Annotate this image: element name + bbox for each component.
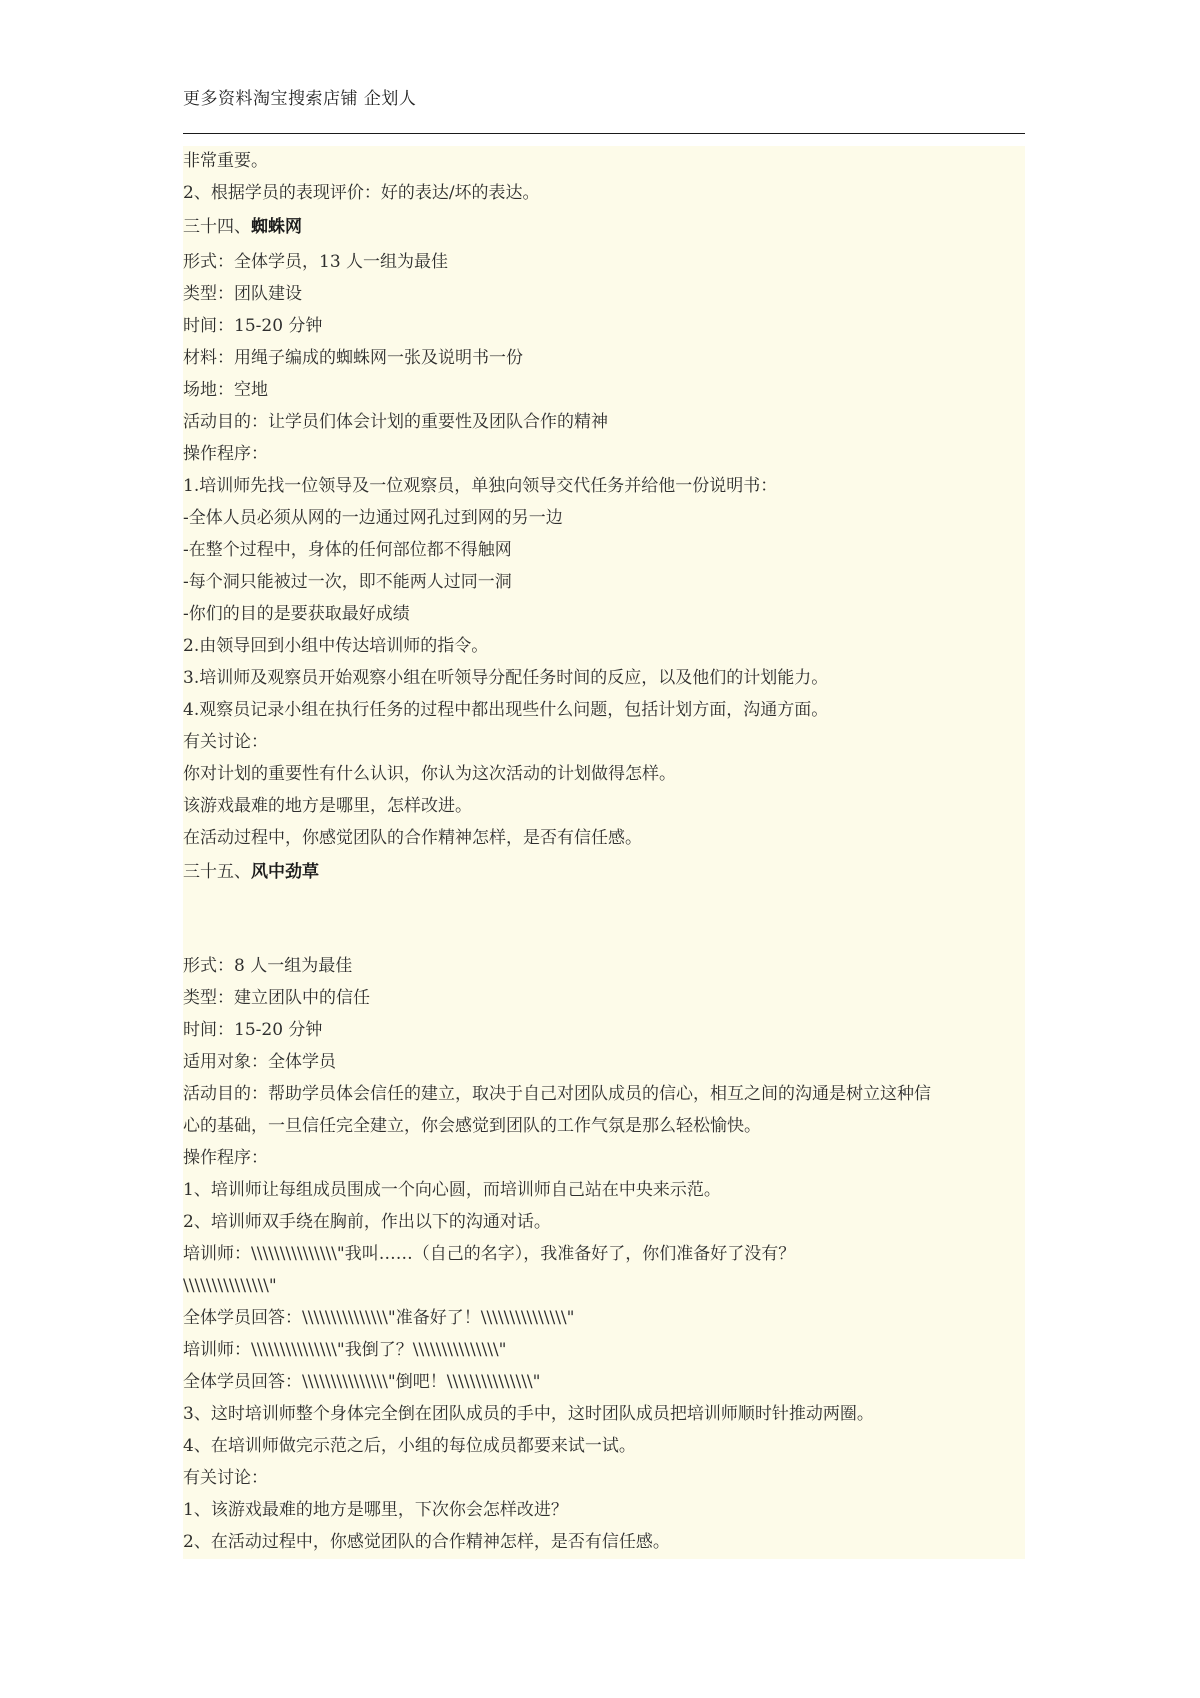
heading-title: 风中劲草 [251,862,319,882]
text-line: 活动目的：让学员们体会计划的重要性及团队合作的精神 [183,412,608,432]
text-line: 形式：全体学员，13 人一组为最佳 [183,252,449,272]
text-line: 心的基础，一旦信任完全建立，你会感觉到团队的工作气氛是那么轻松愉快。 [183,1116,761,1136]
text-line: 2.由领导回到小组中传达培训师的指令。 [183,636,489,656]
text-line: 在活动过程中，你感觉团队的合作精神怎样，是否有信任感。 [183,828,642,848]
text-line: 非常重要。 [183,151,268,171]
text-line: 形式：8 人一组为最佳 [183,956,353,976]
text-line: 4.观察员记录小组在执行任务的过程中都出现些什么问题，包括计划方面，沟通方面。 [183,700,829,720]
text-line: 适用对象：全体学员 [183,1052,336,1072]
text-line: 活动目的：帮助学员体会信任的建立，取决于自己对团队成员的信心，相互之间的沟通是树立这种信 [183,1084,931,1104]
page-header: 更多资料淘宝搜索店铺 企划人 [183,89,417,109]
text-line: 2、培训师双手绕在胸前，作出以下的沟通对话。 [183,1212,551,1232]
text-line: 时间：15-20 分钟 [183,316,323,336]
text-line: 4、在培训师做完示范之后，小组的每位成员都要来试一试。 [183,1436,636,1456]
heading-title: 蜘蛛网 [251,217,302,237]
text-line: 材料：用绳子编成的蜘蛛网一张及说明书一份 [183,348,523,368]
section-heading-34 [183,215,302,239]
text-line: 场地：空地 [183,380,268,400]
heading-prefix: 三十四、 [183,217,251,237]
text-line: 类型：团队建设 [183,284,302,304]
text-line: 全体学员回答：\\\\\\\\\\\\\\\"准备好了！\\\\\\\\\\\\\\\" [183,1308,575,1328]
text-line: -每个洞只能被过一次，即不能两人过同一洞 [183,572,512,592]
text-line: \\\\\\\\\\\\\\\" [183,1276,277,1296]
text-line: -你们的目的是要获取最好成绩 [183,604,410,624]
heading-prefix: 三十五、 [183,862,251,882]
text-line: 操作程序： [183,1148,268,1168]
text-line: 你对计划的重要性有什么认识，你认为这次活动的计划做得怎样。 [183,764,676,784]
text-line: 2、根据学员的表现评价：好的表达/坏的表达。 [183,183,540,203]
section-heading-35 [183,860,319,884]
text-line: 2、在活动过程中，你感觉团队的合作精神怎样，是否有信任感。 [183,1532,670,1552]
text-line: 培训师：\\\\\\\\\\\\\\\"我叫……（自己的名字），我准备好了，你们准备好了没有？ [183,1244,796,1264]
text-line: 3.培训师及观察员开始观察小组在听领导分配任务时间的反应，以及他们的计划能力。 [183,668,829,688]
text-line: 1、该游戏最难的地方是哪里，下次你会怎样改进？ [183,1500,568,1520]
text-line: 全体学员回答：\\\\\\\\\\\\\\\"倒吧！\\\\\\\\\\\\\\\" [183,1372,541,1392]
text-line: 3、这时培训师整个身体完全倒在团队成员的手中，这时团队成员把培训师顺时针推动两圈。 [183,1404,874,1424]
text-line: -在整个过程中，身体的任何部位都不得触网 [183,540,512,560]
text-line: 时间：15-20 分钟 [183,1020,323,1040]
text-line: 1.培训师先找一位领导及一位观察员，单独向领导交代任务并给他一份说明书： [183,476,778,496]
text-line: 该游戏最难的地方是哪里，怎样改进。 [183,796,472,816]
text-line: 1、培训师让每组成员围成一个向心圆，而培训师自己站在中央来示范。 [183,1180,721,1200]
text-line: 类型：建立团队中的信任 [183,988,370,1008]
text-line: 操作程序： [183,444,268,464]
header-divider [183,133,1025,134]
text-line: -全体人员必须从网的一边通过网孔过到网的另一边 [183,508,563,528]
text-line: 有关讨论： [183,1468,268,1488]
text-line: 有关讨论： [183,732,268,752]
text-line: 培训师：\\\\\\\\\\\\\\\"我倒了？\\\\\\\\\\\\\\\" [183,1340,507,1360]
document-body [183,146,1025,1559]
